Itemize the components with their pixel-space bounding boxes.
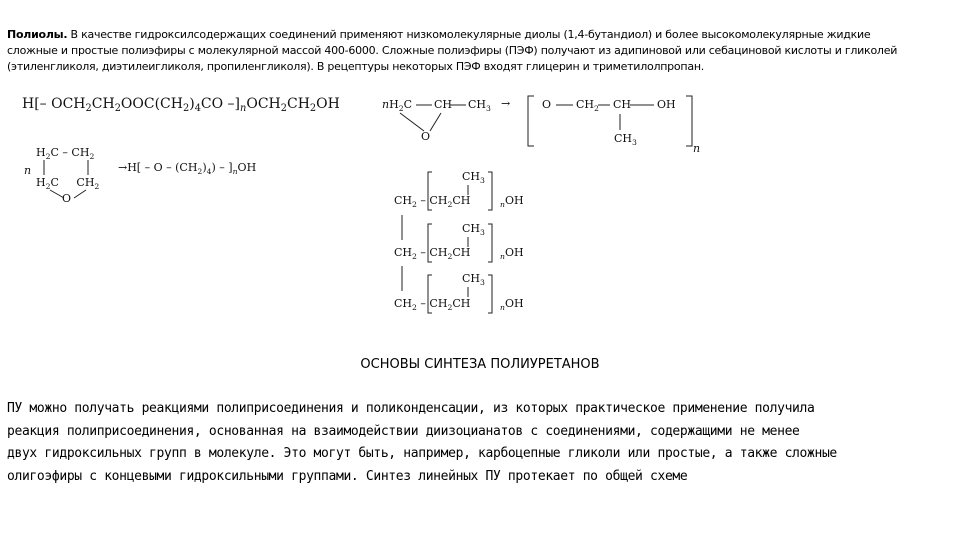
triol-ch3-1: $CH_3$ (462, 170, 485, 185)
prod-ch3: $CH_3$ (614, 132, 637, 147)
prod-ch: CH (613, 98, 632, 111)
thf-n: n (24, 164, 32, 177)
prod-o: O (542, 98, 552, 111)
po-arrow: → (501, 97, 511, 110)
intro-term: Полиолы. (7, 28, 68, 41)
body-line-2: реакция полиприсоединения, основанная на взаимодействии диизоцианатов с соединениями, содержащими не менее (7, 423, 800, 439)
polyester-formula: H[– $OCH_2CH_2OOC(CH_2)_4CO$ $-]_nOCH_2CH_2OH$ (22, 96, 340, 114)
po-ch3: $CH_3$ (468, 98, 491, 113)
thf-product: $\to H[ - O - (CH_2)_4) - ]_nOH$ (118, 161, 257, 176)
propylene-oxide-formula: $nH_2C$ (382, 98, 413, 113)
thf-bottom: $H_2C$ $CH_2$ (36, 176, 100, 191)
section-heading: ОСНОВЫ СИНТЕЗА ПОЛИУРЕТАНОВ (360, 357, 600, 372)
prod-oh: OH (657, 98, 676, 111)
body-line-4: олигоэфиры с концевыми гидроксильными группами. Синтез линейных ПУ протекает по общей схеме (7, 468, 688, 484)
triol-row-2: $CH_2 - CH_2CH$ (394, 246, 471, 261)
body-line-3: двух гидроксильных групп в молекуле. Это могут быть, например, карбоцепные гликоли или простые, а также сложные (7, 446, 837, 461)
triol-oh-2: $_n$OH (500, 246, 524, 261)
intro-line-3: (этиленгликоля, диэтилеигликоля, пропиленгликоля). В рецептуры некоторых ПЭФ входят глицерин и триметилолпропан. (7, 60, 705, 73)
prod-n: n (693, 142, 701, 155)
thf-top: $H_2C - CH_2$ (36, 146, 95, 161)
thf-oxygen: O (62, 192, 72, 205)
intro-line-2: сложные и простые полиэфиры с молекулярной массой 400-6000. Сложные полиэфиры (ПЭФ) получают из адипиновой или себациновой кислоты и гликолей (7, 44, 898, 57)
triol-row-3: $CH_2 - CH_2CH$ (394, 297, 471, 312)
triol-ch3-2: $CH_3$ (462, 222, 485, 237)
body-line-1: ПУ можно получать реакциями полиприсоединения и поликонденсации, из которых практическое применение получила (7, 401, 815, 416)
triol-oh-1: $_n$OH (500, 194, 524, 209)
intro-line-1-text: В качестве гидроксилсодержащих соединений применяют низкомолекулярные диолы (1,4-бутандиол) и более высокомолекулярные жидкие (67, 28, 871, 41)
triol-oh-3: $_n$OH (500, 297, 524, 312)
po-oxygen: O (421, 130, 431, 143)
body-paragraph (7, 398, 955, 488)
triol-row-1: $CH_2 - CH_2CH$ (394, 194, 471, 209)
triol-ch3-3: $CH_3$ (462, 272, 485, 287)
prod-ch2: $CH_2$ (576, 98, 599, 113)
po-ch: CH (434, 98, 453, 111)
